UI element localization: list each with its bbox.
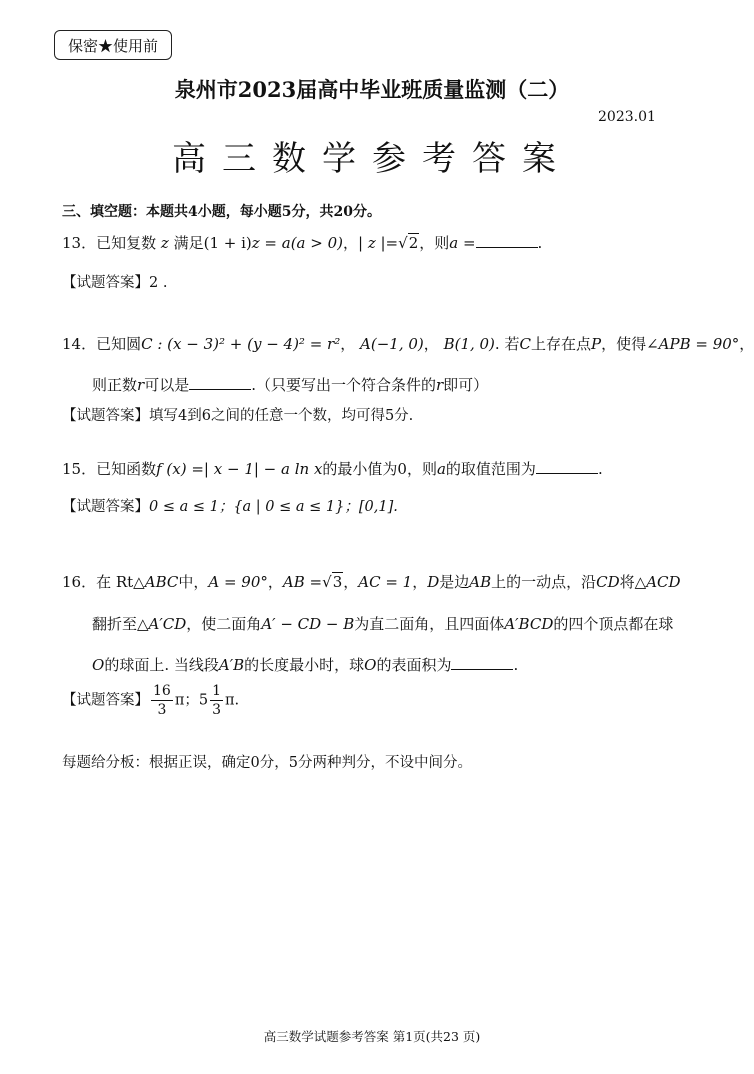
q16-ac1: AC = 1 <box>358 573 413 591</box>
question-14-line-2 <box>92 374 488 395</box>
q14-sep1: ， <box>340 335 356 353</box>
q16-frac1-denominator: 3 <box>157 702 167 718</box>
q16-ab-eq: AB = <box>282 573 323 591</box>
q14-c: C <box>519 335 531 353</box>
q16-ab: AB <box>469 573 492 591</box>
q16-ans-end: . <box>234 692 240 709</box>
q14-angle: ∠APB = 90° <box>646 335 740 353</box>
q16-line1-e: 将△ <box>619 573 647 591</box>
q16-line2-b: ，使二面角 <box>186 615 262 633</box>
q13-a-eq: a = <box>449 234 476 252</box>
question-15 <box>62 458 603 479</box>
question-16-line-2 <box>92 613 673 634</box>
answer-blank <box>536 459 598 474</box>
q16-d: D <box>427 573 440 591</box>
q14-line2-a: 则正数 <box>92 376 138 394</box>
q16-answer <box>62 684 239 717</box>
q14-text-e: ， <box>739 335 754 353</box>
answer-label: 【试题答案】 <box>62 275 149 291</box>
q13-text-b: 满足 <box>173 234 204 252</box>
q16-fraction-2 <box>210 684 223 717</box>
q13-text-c: ，则 <box>419 234 450 252</box>
question-16-line-1 <box>62 571 681 592</box>
q16-sep3: ， <box>412 573 428 591</box>
q14-point-b: B(1, 0) <box>443 335 495 353</box>
q16-abc: ABC <box>144 573 179 591</box>
q14-text-c: 上存在点 <box>530 335 591 353</box>
q16-line2-d: 的四个顶点都在球 <box>553 615 674 633</box>
answer-label: 【试题答案】 <box>62 692 149 709</box>
q13-text-a: 已知复数 <box>96 234 157 252</box>
q14-text-a: 已知圆 <box>96 335 142 353</box>
answer-label: 【试题答案】 <box>62 499 149 515</box>
q15-answer <box>62 495 398 516</box>
q13-expr2: z = a(a > 0) <box>251 234 343 252</box>
q16-number: 16． <box>62 573 97 591</box>
q14-answer-value: 填写4到6之间的任意一个数，均可得5分. <box>149 408 414 424</box>
q14-line2-d: 即可） <box>443 376 489 394</box>
q14-p: P <box>590 335 602 353</box>
q15-text-a: 已知函数 <box>96 460 157 478</box>
answer-blank <box>189 375 251 390</box>
q16-line1-a: 在 Rt△ <box>96 573 145 591</box>
q14-circle-equation: C : (x − 3)² + (y − 4)² = r² <box>141 335 341 353</box>
page-footer: 高三数学试题参考答案 第1页(共23 页) <box>263 1029 481 1044</box>
q13-sqrt-value: 2 <box>408 234 419 252</box>
q13-answer-value: 2 . <box>149 275 168 291</box>
q14-answer <box>62 404 413 425</box>
q16-pi-1: π <box>174 692 185 709</box>
q13-sep: ， <box>343 234 359 252</box>
q16-line3-a: 的球面上. 当线段 <box>104 656 219 674</box>
q15-number: 15． <box>62 460 97 478</box>
q13-end: . <box>537 234 543 252</box>
q16-o2: O <box>364 656 377 674</box>
section-heading: 三、填空题：本题共4小题，每小题5分，共20分。 <box>62 204 381 220</box>
q16-line2-a: 翻折至△ <box>92 615 149 633</box>
q13-modulus: | z |= <box>358 234 399 252</box>
page-subtitle: 高三数学参考答案 <box>172 139 572 179</box>
q16-line3-b: 的长度最小时，球 <box>244 656 365 674</box>
question-13 <box>62 232 542 253</box>
q16-a1cd: A′CD <box>148 615 187 633</box>
q13-number: 13． <box>62 234 97 252</box>
q14-point-a: A(−1, 0) <box>360 335 424 353</box>
sqrt-symbol: √ <box>398 234 408 252</box>
q16-line3-c: 的表面积为 <box>376 656 452 674</box>
answer-blank <box>451 655 513 670</box>
q14-text-d: ，使得 <box>601 335 647 353</box>
q15-text-b: 的最小值为0，则 <box>322 460 437 478</box>
q16-line1-d: 上的一动点，沿 <box>491 573 597 591</box>
q16-whole: 5 <box>198 692 209 709</box>
question-14-line-1 <box>62 333 754 354</box>
q16-dihedral: A′ − CD − B <box>261 615 355 633</box>
q16-end: . <box>513 656 519 674</box>
q16-a90: A = 90° <box>208 573 268 591</box>
q14-line2-c: .（只要写出一个符合条件的 <box>251 376 436 394</box>
q16-line2-c: 为直二面角，且四面体 <box>354 615 505 633</box>
q13-expr1: (1 + i) <box>203 234 252 252</box>
q16-cd: CD <box>596 573 620 591</box>
q15-function: f (x) =| x − 1| − a ln x <box>156 460 323 478</box>
q14-r: r <box>137 376 145 394</box>
q16-ans-sep: ； <box>184 692 199 709</box>
exam-date: 2023.01 <box>598 109 656 125</box>
q14-r2: r <box>435 376 444 394</box>
confidential-stamp: 保密★使用前 <box>54 30 172 60</box>
q14-text-b: . 若 <box>494 335 520 353</box>
q16-sqrt3: 3 <box>332 573 343 591</box>
q14-line2-b: 可以是 <box>144 376 190 394</box>
q16-pi-2: π <box>225 692 235 709</box>
q16-line1-c: 是边 <box>439 573 470 591</box>
q16-frac2-numerator: 1 <box>212 683 222 699</box>
q15-answer-value: 0 ≤ a ≤ 1；{a | 0 ≤ a ≤ 1}；[0,1]. <box>149 499 398 515</box>
q16-sep1: ， <box>267 573 283 591</box>
q15-a: a <box>436 460 446 478</box>
grading-note: 每题给分板：根据正误，确定0分，5分两种判分，不设中间分。 <box>62 755 472 771</box>
q16-fraction-1 <box>151 684 173 717</box>
q16-acd: ACD <box>646 573 681 591</box>
q16-sep2: ， <box>343 573 359 591</box>
q15-end: . <box>597 460 603 478</box>
q16-frac2-denominator: 3 <box>212 702 222 718</box>
question-16-line-3 <box>92 654 518 675</box>
q16-a1bcd: A′BCD <box>504 615 554 633</box>
q14-number: 14． <box>62 335 97 353</box>
q16-line1-b: 中， <box>178 573 209 591</box>
q13-z: z <box>160 234 169 252</box>
q16-o: O <box>92 656 105 674</box>
q15-text-c: 的取值范围为 <box>445 460 536 478</box>
q13-answer <box>62 271 167 292</box>
exam-title: 泉州市2023届高中毕业班质量监测（二） <box>174 77 570 102</box>
answer-label: 【试题答案】 <box>62 408 149 424</box>
q16-a1b: A′B <box>218 656 245 674</box>
q14-sep2: ， <box>423 335 439 353</box>
sqrt-symbol: √ <box>322 573 332 591</box>
q16-frac1-numerator: 16 <box>153 683 171 699</box>
answer-blank <box>476 233 538 248</box>
